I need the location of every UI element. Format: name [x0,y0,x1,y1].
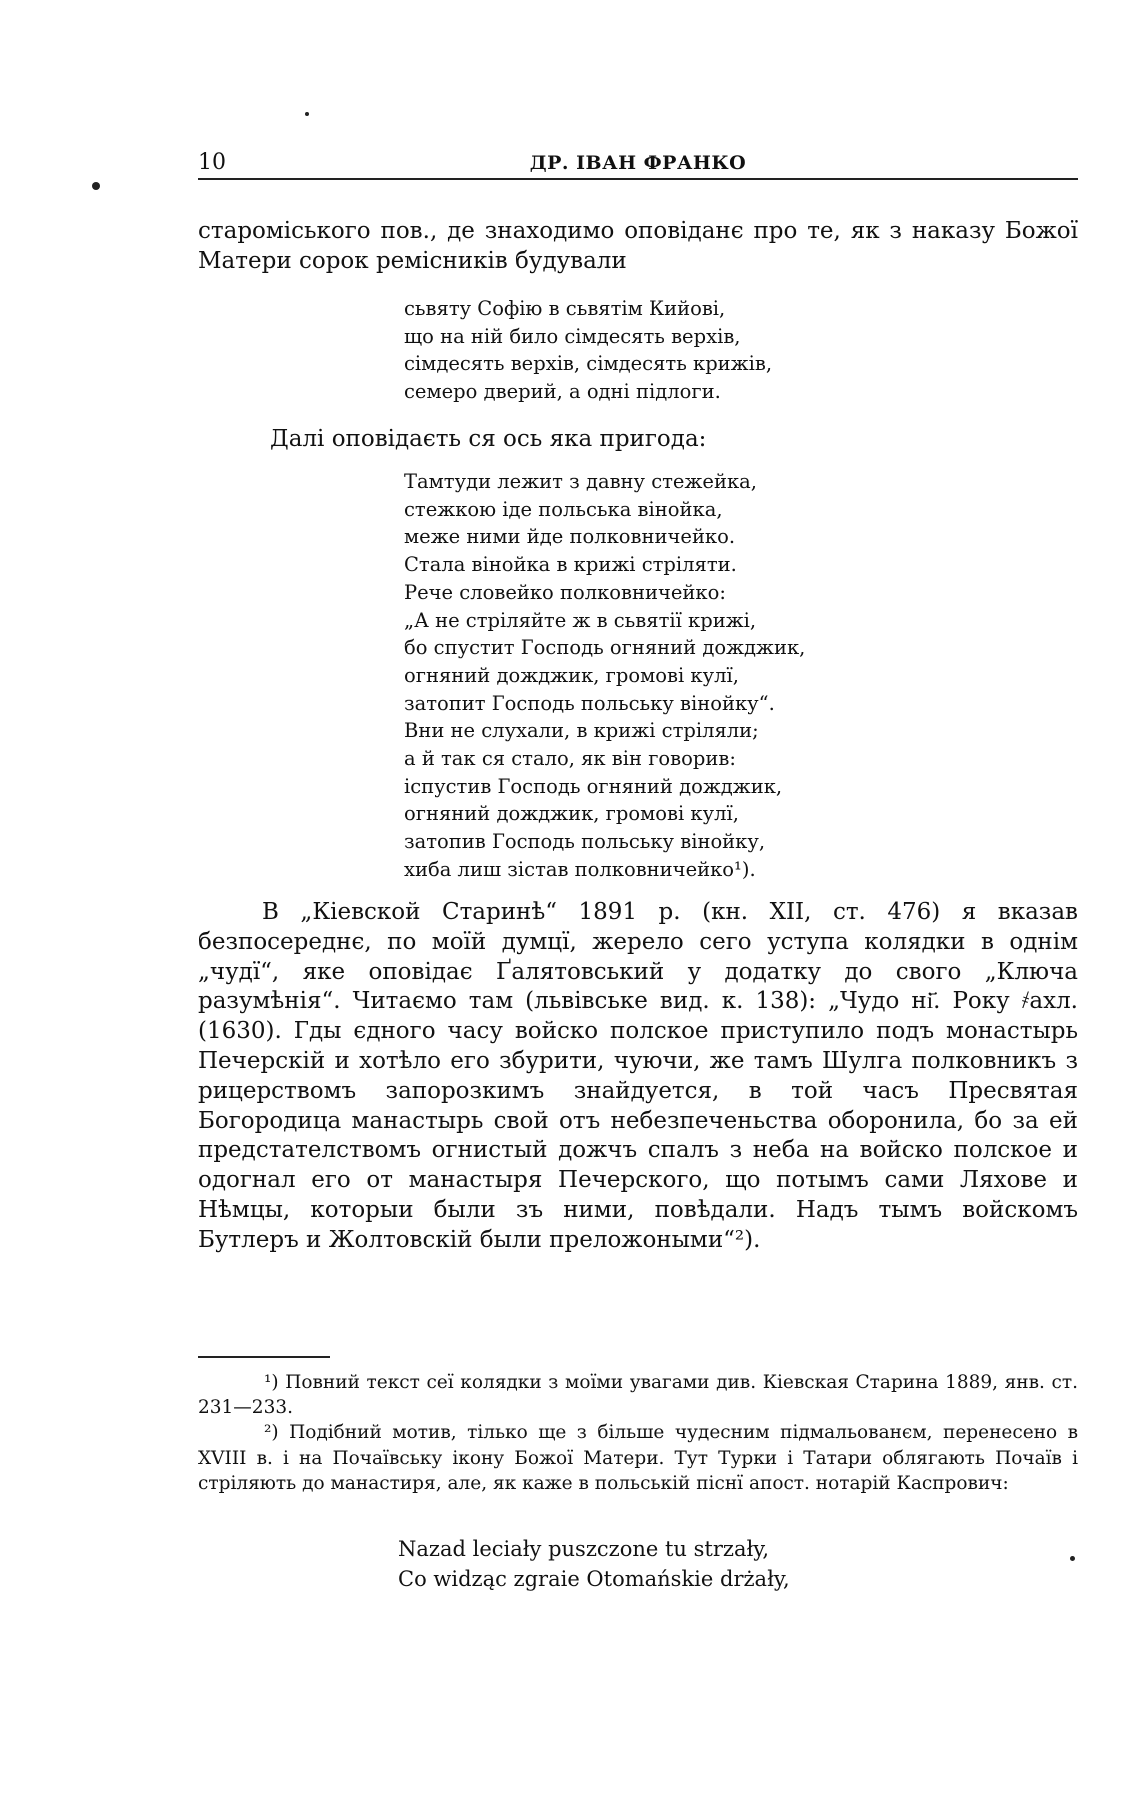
footnotes [198,1370,1078,1496]
verse-line: затопит Господь польську вінойку“. [404,691,775,715]
footnote-verse [398,1534,790,1594]
running-title: ДР. ІВАН ФРАНКО [529,152,747,174]
verse-line: сімдесять верхів, сімдесять крижів, [404,352,773,376]
verse-line: семеро дверий, а одні підлоги. [404,380,721,404]
footnote-1: ¹) Повний текст сеї колядки з моїми увагами див. Кіевская Старина 1889, янв. ст. 231—233. [198,1372,1078,1419]
print-speck [92,182,100,190]
paragraph-2-text: Далі оповідаєть ся ось яка пригода: [270,426,707,452]
paragraph-1-text: староміського пов., де знаходимо оповіданє про те, як з наказу Божої Матери сорок ремісників будували [198,218,1078,274]
verse-line: Стала вінойка в крижі стріляти. [404,553,737,577]
verse-line: бо спустит Господь огняний дожджик, [404,636,806,660]
verse-line: хиба лиш зістав полковничейко¹). [404,857,756,881]
paragraph-3-text: В „Кіевской Старинѣ“ 1891 р. (кн. XII, ст. 476) я вказав безпосереднє, по моїй думцї, жерело сего уступа колядки в однім „чудї“, яке оповідає Ґалятовський у додатку до свого „Ключа разумѣнія“. Читаємо там (львівське вид. к. 138): „Чудо ні҃. Року ҂ахл. (1630). Гды єдного часу войско полское приступило подъ монастырь Печерскій и хотѣло его збурити, чуючи, же тамъ Шулга полковникъ з рицерствомъ запорозкимъ знайдуется, в той часъ Пресвятая Богородица манастырь свой отъ небезпеченьства оборонила, бо за ей предстателствомъ огнистый дожчъ спалъ з неба на войско полское и одогнал его от манастыря Печерского, що потымъ сами Ляхове и Нѣмцы, которыи были зъ ними, повѣдали. Надъ тымъ войскомъ Бутлеръ и Жолтовскій были преложоными“²). [198,899,1078,1253]
print-speck [1070,1556,1075,1561]
print-speck [305,112,309,116]
verse-line: меже ними йде полковничейко. [404,525,736,549]
verse-line: сьвяту Софію в сьвятім Кийові, [404,297,726,320]
verse-line: Вни не слухали, в крижі стріляли; [404,719,759,743]
footnote-rule [198,1356,330,1358]
page-number: 10 [198,150,226,175]
verse-line: огняний дожджик, громові кулї, [404,802,739,826]
verse-block-1 [404,295,772,406]
verse-line: Рече словейко полковничейко: [404,580,726,604]
verse-line: Co widząc zgraie Otomańskie drżały, [398,1567,790,1591]
verse-line: стежкою іде польська вінойка, [404,497,723,521]
paragraph-2 [198,425,1078,455]
paragraph-1 [198,217,1078,277]
verse-line: що на ній било сімдесять верхів, [404,324,741,348]
verse-line: а й так ся стало, як він говорив: [404,747,736,771]
paragraph-3 [198,898,1078,1256]
header-rule [198,178,1078,180]
page-header [198,150,1078,180]
verse-line: Nazad leciały puszczone tu strzały, [398,1537,770,1561]
verse-line: огняний дожджик, громові кулї, [404,663,739,687]
footnote-2: ²) Подібний мотив, тілько ще з більше чудесним підмальованєм, перенесено в XVIII в. і на Почаївську ікону Божої Матери. Тут Турки і Татари облягають Почаїв і стріляють до манастиря, але, як каже в польській піснї апост. нотарій Каспрович: [198,1422,1078,1494]
verse-line: іспустив Господь огняний дожджик, [404,774,783,798]
verse-block-2 [404,468,805,884]
verse-line: „А не стріляйте ж в сьвятії крижі, [404,608,757,632]
verse-line: Тамтуди лежит з давну стежейка, [404,470,757,493]
verse-line: затопив Господь польську вінойку, [404,830,766,854]
